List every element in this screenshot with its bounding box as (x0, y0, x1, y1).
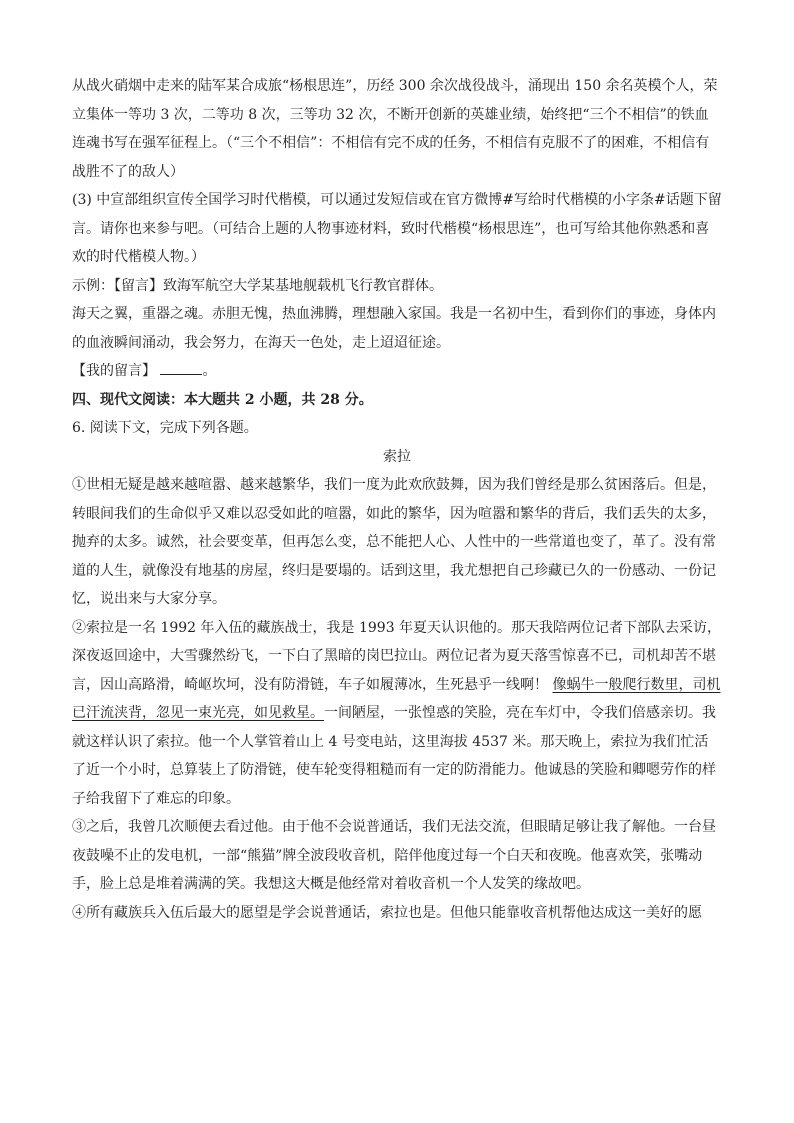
article-paragraph-2-end: 一间陋屋，一张惶惑的笑脸，亮在车灯中，令我们倍感亲切。我就这样认识了索拉。他一个人掌管着山上 4 号变电站，这里海拔 4537 米。那天晚上，索拉为我们忙活了近一个小时，总算装上了防滑链，使车轮变得粗糙而有一定的防滑能力。他诚恳的笑脸和卿嗯劳作的样子给我留下了难忘的印象。 (72, 705, 716, 807)
example-label: 示例：【留言】致海军航空大学某基地舰载机飞行教官群体。 (72, 277, 443, 294)
my-message-line (72, 357, 722, 386)
paragraph-yanggensi-intro: 从战火硝烟中走来的陆军某合成旅“杨根思连”，历经 300 余次战役战斗，涌现出 150 余名英模个人，荣立集体一等功 3 次，二等功 8 次，三等功 32 次，不断开创新的英雄业绩，始终把“三个不相信”的铁血连魂书写在强军征程上。（“三个不相信”：不相信有完不成的任务，不相信有克服不了的困难，不相信有战胜不了的敌人） (72, 78, 718, 180)
article-paragraph-2 (72, 614, 722, 814)
underlined-sentence: 像蜗牛一般爬行数里，司机已汗流浃背，忽见一束光亮，如见救星。 (72, 676, 721, 721)
my-message-end: 。 (202, 363, 217, 379)
article-paragraph-2-start: ②索拉是一名 1992 年入伍的藏族战士，我是 1993 年夏天认识他的。那天我陪两位记者下部队去采访，深夜返回途中，大雪骤然纷飞，一下白了黑暗的岗巴拉山。两位记者为夏天落雪惊喜不已，司机却苦不堪言，因山高路滑，崎岖坎坷，没有防滑链，车子如履薄冰，生死悬乎一线啊！ (72, 619, 722, 693)
question-3-prompt: (3) 中宣部组织宣传全国学习时代楷模，可以通过发短信或在官方微博#写给时代楷模的小字条#话题下留言。请你也来参与吧。（可结合上题的人物事迹材料，致时代楷模“杨根思连”，也可写给其他你熟悉和喜欢的时代楷模人物。） (72, 192, 722, 265)
article-title: 索拉 (383, 448, 411, 465)
answer-blank[interactable] (160, 374, 202, 375)
example-message: 海天之翼，重器之魂。赤胆无愧，热血沸腾，理想融入家国。我是一名初中生，看到你们的事迹，身体内的血液瞬间涌动，我会努力，在海天一色处，走上迢迢征途。 (72, 306, 716, 351)
question-6-prompt: 6. 阅读下文，完成下列各题。 (72, 420, 258, 436)
article-paragraph-4: ④所有藏族兵入伍后最大的愿望是学会说普通话，索拉也是。但他只能靠收音机帮他达成这一美好的愿 (72, 904, 702, 921)
article-paragraph-1: ①世相无疑是越来越喧嚣、越来越繁华，我们一度为此欢欣鼓舞，因为我们曾经是那么贫困落后。但是，转眼间我们的生命似乎又难以忍受如此的喧嚣，如此的繁华，因为喧嚣和繁华的背后，我们丢失的太多，抛弃的太多。诚然，社会要变革，但再怎么变，总不能把人心、人性中的一些常道也变了，革了。没有常道的人生，就像没有地基的房屋，终归是要塌的。话到这里，我尤想把自己珍藏已久的一份感动、一份记忆，说出来与大家分享。 (72, 477, 716, 607)
my-message-label: 【我的留言】 (72, 363, 156, 379)
article-paragraph-3: ③之后，我曾几次顺便去看过他。由于他不会说普通话，我们无法交流，但眼睛足够让我了解他。一台昼夜鼓噪不止的发电机，一部“熊猫”牌全波段收音机，陪伴他度过每一个白天和夜晚。他喜欢笑，张嘴动手，脸上总是堆着满满的笑。我想这大概是他经常对着收音机一个人发笑的缘故吧。 (72, 819, 716, 892)
section-heading: 四、现代文阅读：本大题共 2 小题，共 28 分。 (72, 391, 373, 408)
